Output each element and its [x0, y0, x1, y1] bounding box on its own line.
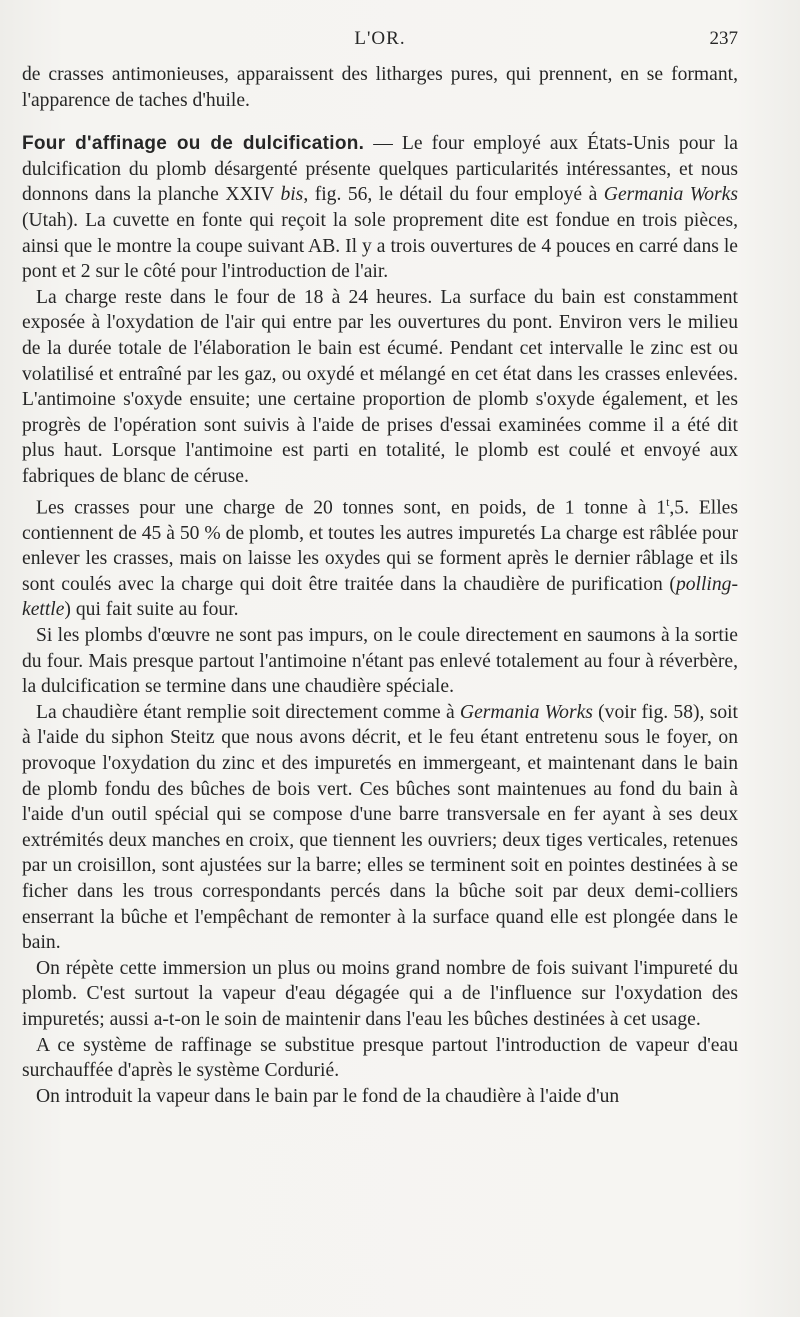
paragraph-text: de crasses antimonieuses, apparaissent des litharges pures, qui prennent, en se formant, l'apparence de taches d'huile. — [22, 64, 738, 111]
paragraph-text: (Utah). La cuvette en fonte qui reçoit la sole proprement dite est fondue en trois pièces, ainsi que le montre la coupe suivant AB. Il y a trois ouvertures de 4 pouces en carré dans le pont et 2 sur le côté pour l'introduction de l'air. — [22, 209, 738, 283]
paragraph-crasses — [22, 490, 738, 624]
paragraph-text: — Le four employé aux États-Unis pour la dulcification du plomb désargenté présente quelques particularités intéressantes, et nous donnons dans la planche XXIV — [22, 133, 739, 206]
paragraph-charge — [22, 285, 738, 490]
paragraph-text: , fig. 56, le détail du four employé à — [303, 184, 604, 206]
running-head — [22, 28, 738, 52]
paragraph-continuation — [22, 62, 738, 113]
italic-text: bis — [280, 184, 304, 206]
paragraph-text: Les crasses pour une charge de 20 tonnes sont, en poids, de 1 tonne à 1 — [36, 497, 667, 519]
paragraph-vapeur — [22, 1084, 738, 1110]
section-title: Four d'affinage ou de dulcification. — [22, 133, 365, 155]
paragraph-chaudiere — [22, 700, 738, 956]
percent-sign: % — [204, 522, 221, 544]
paragraph-plombs — [22, 623, 738, 700]
italic-text: polling-kettle — [22, 573, 738, 621]
paragraph-text: A ce système de raffinage se substitue presque partout l'introduction de vapeur d'eau surchauffée d'après le système Cordurié. — [22, 1034, 738, 1082]
body-text — [22, 62, 738, 1109]
superscript: t — [666, 494, 670, 509]
paragraph-text: ,5. Elles contiennent de 45 à 50 — [22, 497, 738, 544]
italic-text: Germania Works — [459, 701, 593, 723]
paragraph-text: (voir fig. 58), soit à l'aide du siphon Steitz que nous avons décrit, et le feu étant entretenu sous le foyer, on provoque l'oxydation du zinc et des impuretés en immergeant, et maintenant dans le bain de plomb fondu des bûches de bois vert. Ces bûches sont maintenues au fond du bain à l'aide d'un outil spécial qui se compose d'une barre transversale en fer ayant à ses deux extrémités deux manches en croix, que tiennent les ouvriers; deux tiges verticales, retenues par un croisillon, sont ajustées sur la barre; elles se terminent soit en pointes destinées à se ficher dans les trous correspondants percés dans la bûche soit par deux demi-colliers enserrant la bûche et l'empêchant de remonter à la surface quand elle est plongée dans le bain. — [22, 701, 739, 954]
paragraph-text: ) qui fait suite au four. — [64, 599, 239, 621]
paragraph-text: On introduit la vapeur dans le bain par le fond de la chaudière à l'aide d'un — [36, 1085, 620, 1107]
paragraph-systeme — [22, 1033, 738, 1084]
paragraph-four-affinage — [22, 131, 738, 285]
italic-text: Germania Works — [603, 184, 739, 206]
paragraph-text: de plomb, et toutes les autres impuretés La charge est râblée pour enlever les crasses, mais on laisse les oxydes qui se forment après le dernier râblage et ils sont coulés avec la charge qui doit être traitée dans la chaudière de purification ( — [22, 522, 738, 595]
page-number: 237 — [709, 28, 738, 49]
paragraph-text: La chaudière étant remplie soit directement comme à — [36, 701, 460, 723]
running-title: L'OR. — [354, 28, 406, 49]
paragraph-text: On répète cette immersion un plus ou moins grand nombre de fois suivant l'impureté du plomb. C'est surtout la vapeur d'eau dégagée qui a de l'influence sur l'oxydation des impuretés; aussi a-t-on le soin de maintenir dans l'eau les bûches destinées à cet usage. — [22, 957, 738, 1030]
paragraph-text: La charge reste dans le four de 18 à 24 heures. La surface du bain est constamment exposée à l'oxydation de l'air qui entre par les ouvertures du pont. Environ vers le milieu de la durée totale de l'élaboration le bain est écumé. Pendant cet intervalle le zinc est ou volatilisé et entraîné par les gaz, ou oxydé et mélangé en cet état dans les crasses enlevées. L'antimoine s'oxyde ensuite; une certaine proportion de plomb s'oxyde également, et les progrès de l'opération sont suivis à l'aide de prises d'essai examinées comme il a été dit plus haut. Lorsque l'antimoine est parti en totalité, le plomb est coulé et envoyé aux fabriques de blanc de céruse. — [22, 286, 738, 487]
paragraph-immersion — [22, 956, 738, 1033]
paragraph-text: Si les plombs d'œuvre ne sont pas impurs, on le coule directement en saumons à la sortie du four. Mais presque partout l'antimoine n'étant pas enlevé totalement au four à réverbère, la dulcification se termine dans une chaudière spéciale. — [22, 625, 738, 698]
